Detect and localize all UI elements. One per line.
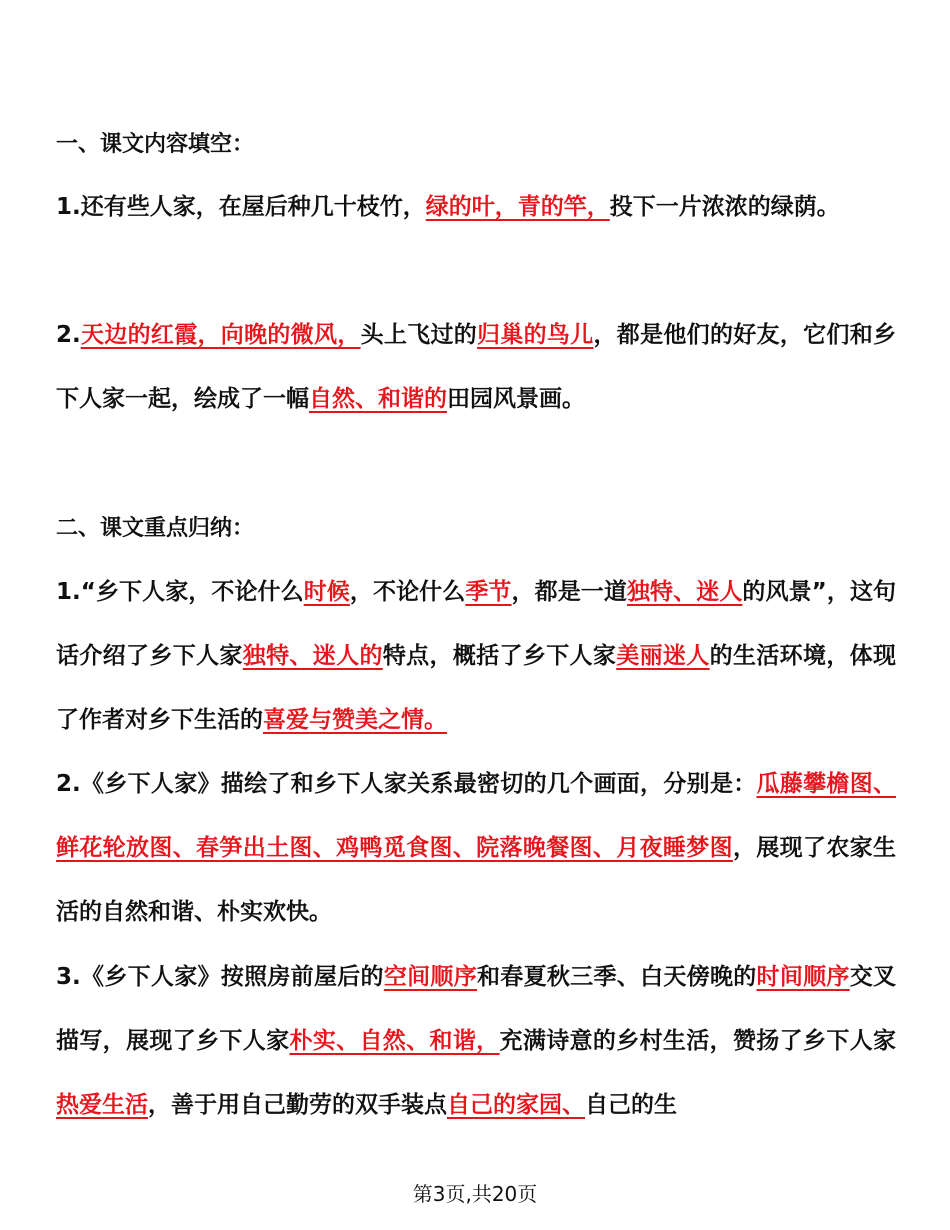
answer-highlight: 喜爱与赞美之情。: [263, 707, 447, 733]
answer-highlight: 绿的叶，青的竿，: [425, 194, 610, 220]
summary-item-2: [56, 752, 896, 944]
paragraph-text: 1.“乡下人家，不论什么: [56, 579, 304, 605]
paragraph-text: 投下一片浓浓的绿荫。: [609, 194, 840, 220]
fill-blank-item-2: [56, 303, 896, 431]
answer-highlight: 时候: [303, 579, 350, 605]
paragraph-text: ，善于用自己勤劳的双手装点: [148, 1092, 447, 1118]
answer-highlight: 空间顺序: [383, 964, 478, 990]
paragraph-text: 充满诗意的乡村生活，赞扬了乡下人家: [499, 1028, 897, 1054]
summary-item-1: [56, 560, 896, 752]
answer-highlight: 热爱生活: [56, 1092, 148, 1118]
paragraph-text: 交叉描写，展现了乡下人家: [56, 964, 896, 1054]
fill-blank-item-1: [56, 175, 896, 239]
paragraph-text: 的生活环境，体现了作者对乡下生活的: [56, 643, 897, 733]
paragraph-text: ，不论什么: [349, 579, 466, 605]
paragraph-text: ，展现了农家生活的自然和谐、朴实欢快。: [56, 835, 897, 925]
answer-highlight: 自然、和谐的: [309, 386, 447, 412]
answer-highlight: 天边的红霞，向晚的微风，: [80, 322, 361, 348]
section-1-heading: 一、课文内容填空：: [56, 132, 255, 157]
paragraph-text: 的风景”，这句话介绍了乡下人家: [56, 579, 897, 669]
answer-highlight: 归巢的鸟儿: [477, 322, 594, 348]
paragraph-text: 2.: [56, 322, 81, 348]
paragraph-text: 头上飞过的: [360, 322, 478, 348]
page-number: 第3页,共20页: [412, 1182, 538, 1206]
answer-highlight: 季节: [465, 579, 512, 605]
paragraph-text: 田园风景画。: [447, 386, 585, 412]
answer-highlight: 独特、迷人: [626, 579, 743, 605]
answer-highlight: 时间顺序: [756, 964, 850, 990]
paragraph-text: 和春夏秋三季、白天傍晚的: [477, 964, 757, 990]
answer-highlight: 自己的家园、: [447, 1092, 585, 1118]
answer-highlight: 独特、迷人的: [242, 643, 383, 669]
paragraph-text: 自己的生: [585, 1092, 677, 1118]
paragraph-text: 3.《乡下人家》按照房前屋后的: [56, 964, 384, 990]
paragraph-text: 2.《乡下人家》描绘了和乡下人家关系最密切的几个画面，分别是：: [56, 771, 757, 797]
answer-highlight: 美丽迷人: [616, 643, 710, 669]
paragraph-text: ，都是他们的好友，它们和乡下人家一起，绘成了一幅: [56, 322, 897, 412]
summary-item-3: [56, 945, 896, 1137]
answer-highlight: 瓜藤攀檐图、鲜花轮放图、春笋出土图、鸡鸭觅食图、院落晚餐图、月夜睡梦图: [56, 771, 896, 861]
answer-highlight: 朴实、自然、和谐，: [289, 1028, 500, 1054]
section-2-heading: 二、课文重点归纳：: [56, 516, 255, 541]
paragraph-text: ，都是一道: [511, 579, 627, 605]
paragraph-text: 1.还有些人家，在屋后种几十枝竹，: [56, 194, 426, 220]
paragraph-text: 特点，概括了乡下人家: [382, 643, 617, 669]
